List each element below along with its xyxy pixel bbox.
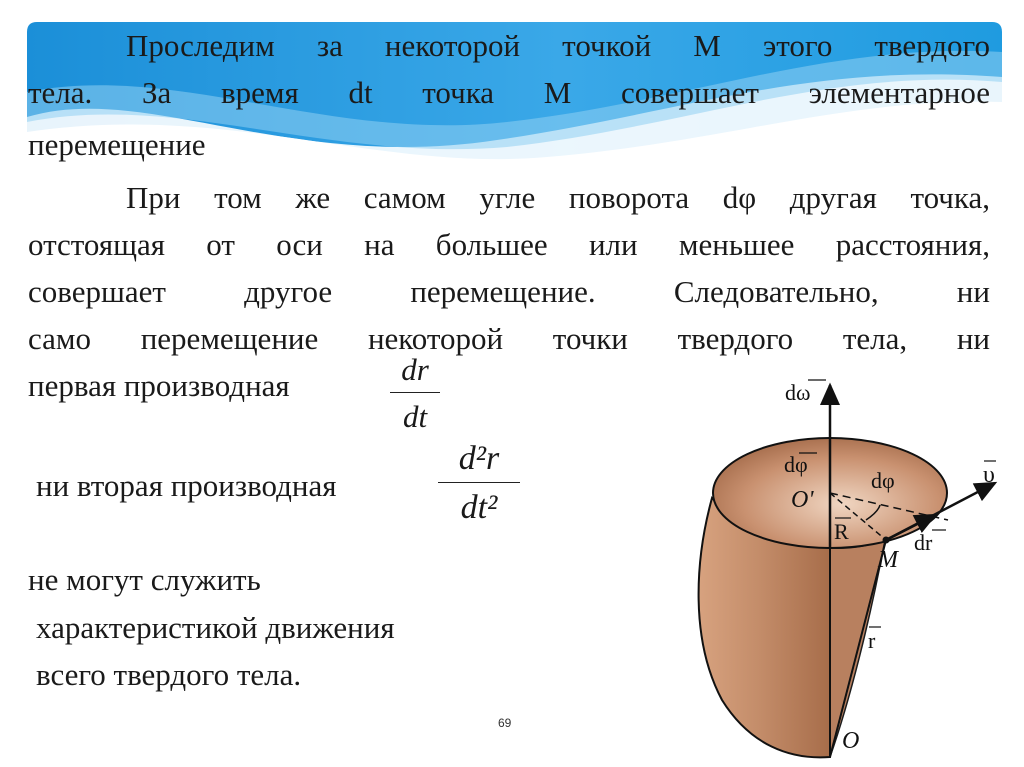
second-derivative-text: ни вторая производная — [36, 468, 337, 503]
label-r: r — [868, 628, 876, 653]
label-d-phi-axis: dφ — [784, 452, 808, 477]
page-number: 69 — [498, 716, 512, 730]
label-d-phi-angle: dφ — [871, 468, 895, 493]
paragraph-1-line-1: Проследим за некоторой точкой M этого твердого — [126, 28, 990, 63]
paragraph-2-line-5: первая производная — [28, 368, 290, 403]
paragraph-2-line-2: отстоящая от оси на большее или меньшее расстояния, — [28, 227, 990, 262]
conclusion-line-3: всего твердого тела. — [36, 657, 302, 692]
label-o: O — [842, 728, 860, 754]
paragraph-1 — [28, 22, 990, 116]
paragraph-2-line-4: само перемещение некоторой точки твердого тела, ни — [28, 321, 990, 356]
label-r-small: R — [834, 519, 849, 544]
paragraph-1-line-2: тела. За время dt точка M совершает элементарное — [28, 75, 990, 110]
point-m — [883, 537, 890, 544]
paragraph-2-line-1: При том же самом угле поворота dφ другая точка, — [126, 180, 990, 215]
first-derivative-numerator: dr — [401, 352, 429, 387]
paragraph-1-line-3: перемещение — [28, 127, 206, 162]
second-derivative-denominator: dt² — [460, 489, 498, 526]
paragraph-2-line-3: совершает другое перемещение. Следовательно, ни — [28, 274, 990, 309]
second-derivative-numerator: d²r — [458, 440, 500, 477]
label-dr: dr — [914, 530, 933, 555]
conclusion-line-1: не могут служить — [28, 562, 261, 597]
label-o-prime: O' — [791, 487, 814, 513]
fraction-bar — [390, 392, 440, 393]
conclusion-line-2: характеристикой движения — [36, 610, 395, 645]
rigid-body-diagram — [680, 365, 1010, 767]
fraction-bar — [438, 482, 520, 483]
label-m: M — [878, 547, 898, 573]
first-derivative — [390, 352, 440, 435]
label-velocity: υ — [983, 462, 995, 488]
label-d-omega: dω — [785, 380, 811, 405]
paragraph-2 — [28, 174, 990, 362]
second-derivative — [438, 440, 520, 527]
first-derivative-denominator: dt — [402, 399, 428, 434]
